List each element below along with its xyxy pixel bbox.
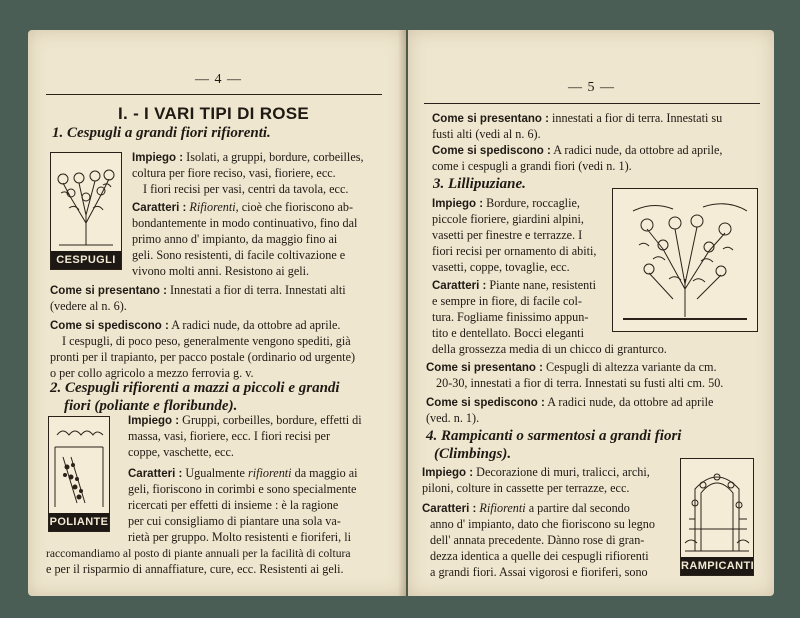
s2-impiego-line-2: massa, vasi, fioriere, ecc. I fiori recisi per bbox=[128, 429, 331, 443]
s1-presentano-line-2: (vedere al n. 6). bbox=[50, 299, 127, 313]
rampicanti-illustration bbox=[680, 458, 754, 576]
s2-impiego-label: Impiego : bbox=[128, 415, 180, 427]
rt-spediscono-line-1 bbox=[432, 143, 722, 160]
s3-presentano-line-1 bbox=[426, 360, 717, 377]
s2-caratteri-line-5: rietà per gruppo. Molto resistenti e fioriferi, li bbox=[128, 530, 352, 544]
s3-impiego-text: Bordure, roccaglie, bbox=[483, 196, 580, 210]
s1-presentano-text: Innestati a fior di terra. Innestati alti bbox=[166, 283, 346, 297]
s3-caratteri-line-3: tura. Fogliame finissimo appun- bbox=[432, 310, 589, 324]
s4-caratteri-line-1 bbox=[422, 501, 630, 518]
s3-impiego-line-2: piccole fioriere, giardini alpini, bbox=[432, 212, 584, 226]
s4-impiego-label: Impiego : bbox=[422, 467, 474, 479]
s2-impiego-line-1 bbox=[128, 413, 362, 430]
s1-spediscono-line-3: pronti per il trapianto, per pacco postale (ordinario od urgente) bbox=[50, 350, 356, 364]
chapter-title: I. - I VARI TIPI DI ROSE bbox=[118, 104, 310, 123]
rt-spediscono-text: A radici nude, da ottobre ad aprile, bbox=[550, 143, 723, 157]
section-4-heading-line-2: (Climbings). bbox=[434, 446, 512, 462]
s1-caratteri-line-2: bondantemente in modo continuativo, fino dal bbox=[132, 216, 358, 230]
s2-impiego-line-3: coppe, vaschette, ecc. bbox=[128, 445, 234, 459]
s2-caratteri-italic: rifiorenti bbox=[248, 466, 292, 480]
s2-caratteri-label: Caratteri : bbox=[128, 468, 183, 480]
s4-impiego-text: Decorazione di muri, tralicci, archi, bbox=[473, 465, 650, 479]
s2-caratteri-line-3: ricercati per effetti di insieme : è la ragione bbox=[128, 498, 339, 512]
s3-presentano-text: Cespugli di altezza variante da cm. bbox=[542, 360, 717, 374]
s1-caratteri-line-3: primo anno d' impianto, da maggio fino ai bbox=[132, 232, 338, 246]
s1-caratteri-line-5: vivono molti anni. Resistono ai geli. bbox=[132, 264, 310, 278]
s1-caratteri-label: Caratteri : bbox=[132, 202, 187, 214]
header-rule-right bbox=[424, 103, 760, 104]
s3-spediscono-line-2: (ved. n. 1). bbox=[426, 411, 480, 425]
s4-caratteri-line-5: a grandi fiori. Assai vigorosi e fioriferi, sono bbox=[430, 565, 648, 579]
potted-roses-icon bbox=[613, 189, 757, 331]
s2-caratteri-plain: Ugualmente bbox=[182, 466, 248, 480]
s1-presentano-line-1 bbox=[50, 283, 346, 300]
s3-presentano-label: Come si presentano : bbox=[426, 362, 543, 374]
s3-caratteri-line-4: tito e dentellato. Bocci eleganti bbox=[432, 326, 584, 340]
page-number-left: — 4 — bbox=[195, 72, 242, 87]
poliante-caption: POLIANTE bbox=[49, 513, 109, 531]
cespugli-illustration bbox=[50, 152, 122, 270]
s3-caratteri-label: Caratteri : bbox=[432, 280, 487, 292]
section-3-heading: 3. Lillipuziane. bbox=[433, 176, 526, 192]
s1-spediscono-text: A radici nude, da ottobre ad aprile. bbox=[168, 318, 341, 332]
section-2-heading-line-1: 2. Cespugli rifiorenti a mazzi a piccoli e grandi bbox=[50, 380, 340, 396]
section-1-heading: 1. Cespugli a grandi fiori rifiorenti. bbox=[52, 125, 271, 141]
s4-caratteri-line-4: dezza identica a quelle dei cespugli rifiorenti bbox=[430, 549, 649, 563]
s3-presentano-line-2: 20-30, innestati a fior di terra. Innestati su fusti alti cm. 50. bbox=[436, 376, 724, 390]
s1-impiego-line-1 bbox=[132, 150, 364, 167]
climbing-rose-arch-icon bbox=[681, 459, 753, 557]
s4-caratteri-label: Caratteri : bbox=[422, 503, 477, 515]
s1-presentano-label: Come si presentano : bbox=[50, 285, 167, 297]
s4-caratteri-line-2: anno d' impianto, dato che fioriscono su legno bbox=[430, 517, 655, 531]
rt-spediscono-label: Come si spediscono : bbox=[432, 145, 551, 157]
rt-presentano-line-2: fusti alti (vedi al n. 6). bbox=[432, 127, 541, 141]
s2-caratteri-line-7: e per il risparmio di annaffiature, cure, ecc. Resistenti ai geli. bbox=[46, 562, 344, 576]
s1-spediscono-label: Come si spediscono : bbox=[50, 320, 169, 332]
s4-impiego-line-1 bbox=[422, 465, 650, 482]
s3-spediscono-line-1 bbox=[426, 395, 713, 412]
page-number-right: — 5 — bbox=[568, 80, 615, 95]
rt-presentano-text: innestati a fior di terra. Innestati su bbox=[548, 111, 723, 125]
s1-impiego-label: Impiego : bbox=[132, 152, 184, 164]
rt-spediscono-line-2: come i cespugli a grandi fiori (vedi n. 1). bbox=[432, 159, 632, 173]
s4-caratteri-italic: Rifiorenti bbox=[476, 501, 526, 515]
s4-impiego-line-2: piloni, colture in cassette per terrazze, ecc. bbox=[422, 481, 630, 495]
s3-caratteri-line-5: della grossezza media di un chicco di granturco. bbox=[432, 342, 667, 356]
s3-impiego-line-5: vasetti, coppe, tovaglie, ecc. bbox=[432, 260, 570, 274]
s3-caratteri-line-1 bbox=[432, 278, 596, 295]
header-rule-left bbox=[46, 94, 382, 95]
s2-caratteri-rest: da maggio ai bbox=[291, 466, 358, 480]
s3-caratteri-line-2: e sempre in fiore, di facile col- bbox=[432, 294, 582, 308]
s3-impiego-line-4: fiori recisi per ornamento di abiti, bbox=[432, 244, 597, 258]
s3-spediscono-label: Come si spediscono : bbox=[426, 397, 545, 409]
s1-impiego-text: Isolati, a gruppi, bordure, corbeilles, bbox=[186, 150, 364, 164]
rt-presentano-label: Come si presentano : bbox=[432, 113, 549, 125]
s1-spediscono-line-1 bbox=[50, 318, 340, 335]
s1-caratteri-rest: cioè che fioriscono ab- bbox=[238, 200, 354, 214]
s2-caratteri-line-4: per cui consigliamo di piantare una sola va- bbox=[128, 514, 341, 528]
s3-impiego-label: Impiego : bbox=[432, 198, 484, 210]
lillipuziane-illustration bbox=[612, 188, 758, 332]
s3-spediscono-text: A radici nude, da ottobre ad aprile bbox=[544, 395, 714, 409]
s1-caratteri-line-4: geli. Sono resistenti, di facile coltivazione e bbox=[132, 248, 346, 262]
s2-caratteri-line-6: raccomandiamo al posto di piante annuali per la facilità di coltura bbox=[46, 547, 351, 560]
garden-bed-icon bbox=[49, 417, 109, 513]
rose-bush-icon bbox=[51, 153, 121, 251]
s3-impiego-line-3: vasetti per finestre e terrazze. I bbox=[432, 228, 583, 242]
s2-impiego-text: Gruppi, corbeilles, bordure, effetti di bbox=[179, 413, 362, 427]
s2-caratteri-line-2: geli, fioriscono in corimbi e sono specialmente bbox=[128, 482, 357, 496]
s1-caratteri-line-1 bbox=[132, 200, 353, 217]
section-2-heading-line-2: fiori (poliante e floribunde). bbox=[64, 398, 238, 414]
s3-caratteri-text: Piante nane, resistenti bbox=[486, 278, 596, 292]
s1-caratteri-italic: Rifiorenti, bbox=[189, 200, 239, 214]
section-4-heading-line-1: 4. Rampicanti o sarmentosi a grandi fiori bbox=[426, 428, 682, 444]
s3-impiego-line-1 bbox=[432, 196, 580, 213]
s1-spediscono-line-2: I cespugli, di poco peso, generalmente vengono spediti, già bbox=[62, 334, 351, 348]
rampicanti-caption: RAMPICANTI bbox=[681, 557, 753, 575]
s1-impiego-line-2: coltura per fiore reciso, vasi, fioriere, ecc. bbox=[132, 166, 336, 180]
poliante-illustration bbox=[48, 416, 110, 532]
s4-caratteri-line-3: dell' annata precedente. Dànno rose di gran- bbox=[430, 533, 645, 547]
s4-caratteri-rest: a partire dal secondo bbox=[525, 501, 630, 515]
s1-spediscono-line-4: o per collo agricolo a mezzo ferrovia g. v. bbox=[50, 366, 254, 380]
cespugli-caption: CESPUGLI bbox=[51, 251, 121, 269]
rt-presentano-line-1 bbox=[432, 111, 722, 128]
s1-impiego-line-3: I fiori recisi per vasi, centri da tavola, ecc. bbox=[143, 182, 349, 196]
s2-caratteri-line-1 bbox=[128, 466, 358, 483]
